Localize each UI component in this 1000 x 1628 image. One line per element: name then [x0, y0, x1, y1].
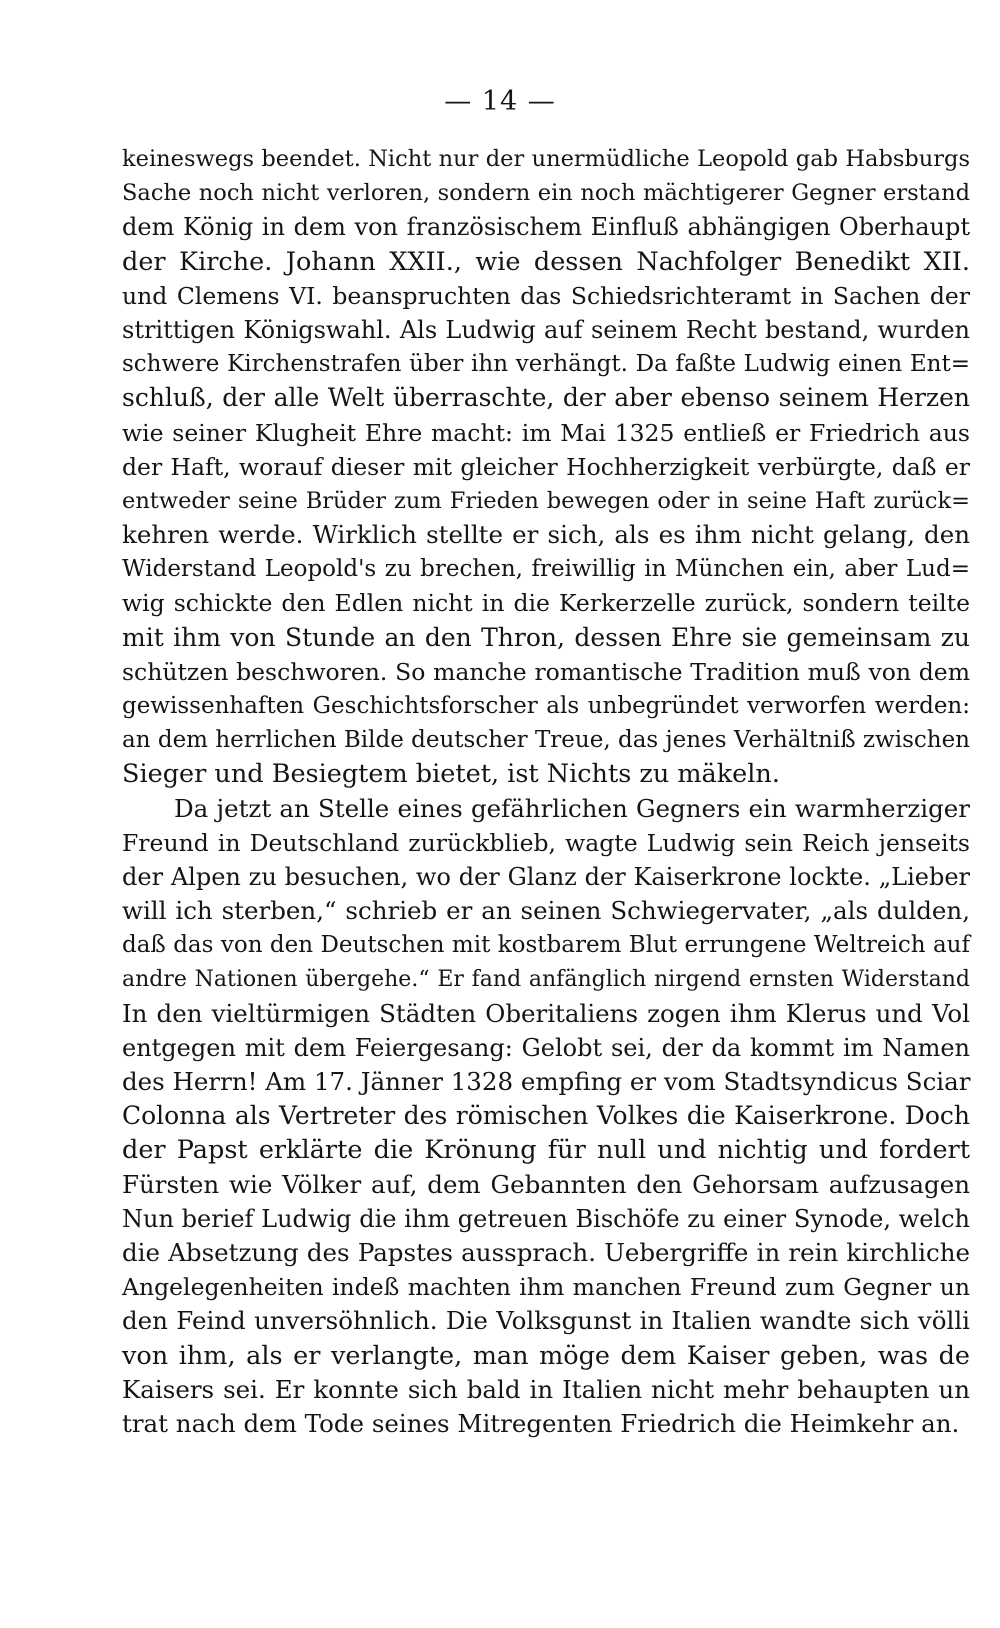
text-line: keineswegs beendet. Nicht nur der unermüdliche Leopold gab Habsburgs: [122, 146, 970, 172]
text-line: wie seiner Klugheit Ehre macht: im Mai 1325 entließ er Friedrich aus: [122, 418, 970, 447]
text-line: Colonna als Vertreter des römischen Volkes die Kaiserkrone. Doch: [122, 1101, 970, 1131]
text-line: will ich sterben,“ schrieb er an seinen Schwiegervater, „als dulden,: [122, 896, 970, 926]
text-line: die Absetzung des Papstes aussprach. Uebergriffe in rein kirchliche: [122, 1238, 970, 1267]
text-line: Nun berief Ludwig die ihm getreuen Bischöfe zu einer Synode, welch: [122, 1204, 970, 1233]
text-line: der Papst erklärte die Krönung für null und nichtig und fordert: [122, 1135, 970, 1166]
text-line: den Feind unversöhnlich. Die Volksgunst in Italien wandte sich völli: [122, 1306, 970, 1336]
text-line: schützen beschworen. So manche romantische Tradition muß von dem: [122, 657, 970, 686]
text-line: andre Nationen übergehe.“ Er fand anfänglich nirgend ernsten Widerstand: [122, 966, 970, 992]
text-line: und Clemens VI. beanspruchten das Schiedsrichteramt in Sachen der: [122, 281, 970, 310]
text-line: der Alpen zu besuchen, wo der Glanz der Kaiserkrone lockte. „Lieber: [122, 862, 970, 891]
text-line: Freund in Deutschland zurückblieb, wagte Ludwig sein Reich jenseits: [122, 828, 970, 857]
text-line: Kaisers sei. Er konnte sich bald in Italien nicht mehr behaupten un: [122, 1374, 970, 1404]
text-line: kehren werde. Wirklich stellte er sich, als es ihm nicht gelang, den: [122, 520, 970, 550]
text-line: an dem herrlichen Bilde deutscher Treue, das jenes Verhältniß zwischen: [122, 727, 970, 754]
text-line: mit ihm von Stunde an den Thron, dessen Ehre sie gemeinsam zu: [122, 622, 970, 652]
page-number: — 14 —: [444, 86, 556, 117]
text-line: Sache noch nicht verloren, sondern ein noch mächtigerer Gegner erstand: [122, 180, 970, 207]
text-line: schwere Kirchenstrafen über ihn verhängt. Da faßte Ludwig einen Ent=: [122, 351, 970, 378]
text-line: gewissenhaften Geschichtsforscher als unbegründet verworfen werden:: [122, 693, 970, 719]
text-line: des Herrn! Am 17. Jänner 1328 empfing er vom Stadtsyndicus Sciar: [122, 1067, 971, 1097]
text-line: Fürsten wie Völker auf, dem Gebannten den Gehorsam aufzusagen: [122, 1169, 970, 1199]
text-line: schluß, der alle Welt überraschte, der aber ebenso seinem Herzen: [122, 383, 970, 413]
body-text: [122, 142, 970, 1441]
text-line: Widerstand Leopold's zu brechen, freiwillig in München ein, aber Lud=: [122, 556, 970, 583]
paragraph-start-line: Da jetzt an Stelle eines gefährlichen Gegners ein warmherziger: [174, 793, 970, 823]
text-line: daß das von den Deutschen mit kostbarem Blut errungene Weltreich auf: [122, 932, 970, 959]
text-line: von ihm, als er verlangte, man möge dem Kaiser geben, was de: [122, 1340, 970, 1371]
text-line: dem König in dem von französischem Einfluß abhängigen Oberhaupt: [122, 213, 970, 242]
paragraph-end-line: Sieger und Besiegtem bietet, ist Nichts zu mäkeln.: [122, 759, 780, 790]
text-line: der Haft, worauf dieser mit gleicher Hochherzigkeit verbürgte, daß er: [122, 452, 970, 481]
text-line: entweder seine Brüder zum Frieden bewegen oder in seine Haft zurück=: [122, 487, 970, 514]
text-line: wig schickte den Edlen nicht in die Kerkerzelle zurück, sondern teilte: [122, 589, 970, 618]
text-line: entgegen mit dem Feiergesang: Gelobt sei, der da kommt im Namen: [122, 1033, 970, 1062]
text-line: strittigen Königswahl. Als Ludwig auf seinem Recht bestand, wurden: [122, 315, 970, 344]
text-line: der Kirche. Johann XXII., wie dessen Nachfolger Benedikt XII.: [122, 246, 970, 277]
text-line: In den vieltürmigen Städten Oberitaliens zogen ihm Klerus und Vol: [122, 998, 970, 1028]
paragraph-end-line: trat nach dem Tode seines Mitregenten Friedrich die Heimkehr an.: [122, 1408, 960, 1438]
text-line: Angelegenheiten indeß machten ihm manchen Freund zum Gegner un: [122, 1273, 970, 1302]
